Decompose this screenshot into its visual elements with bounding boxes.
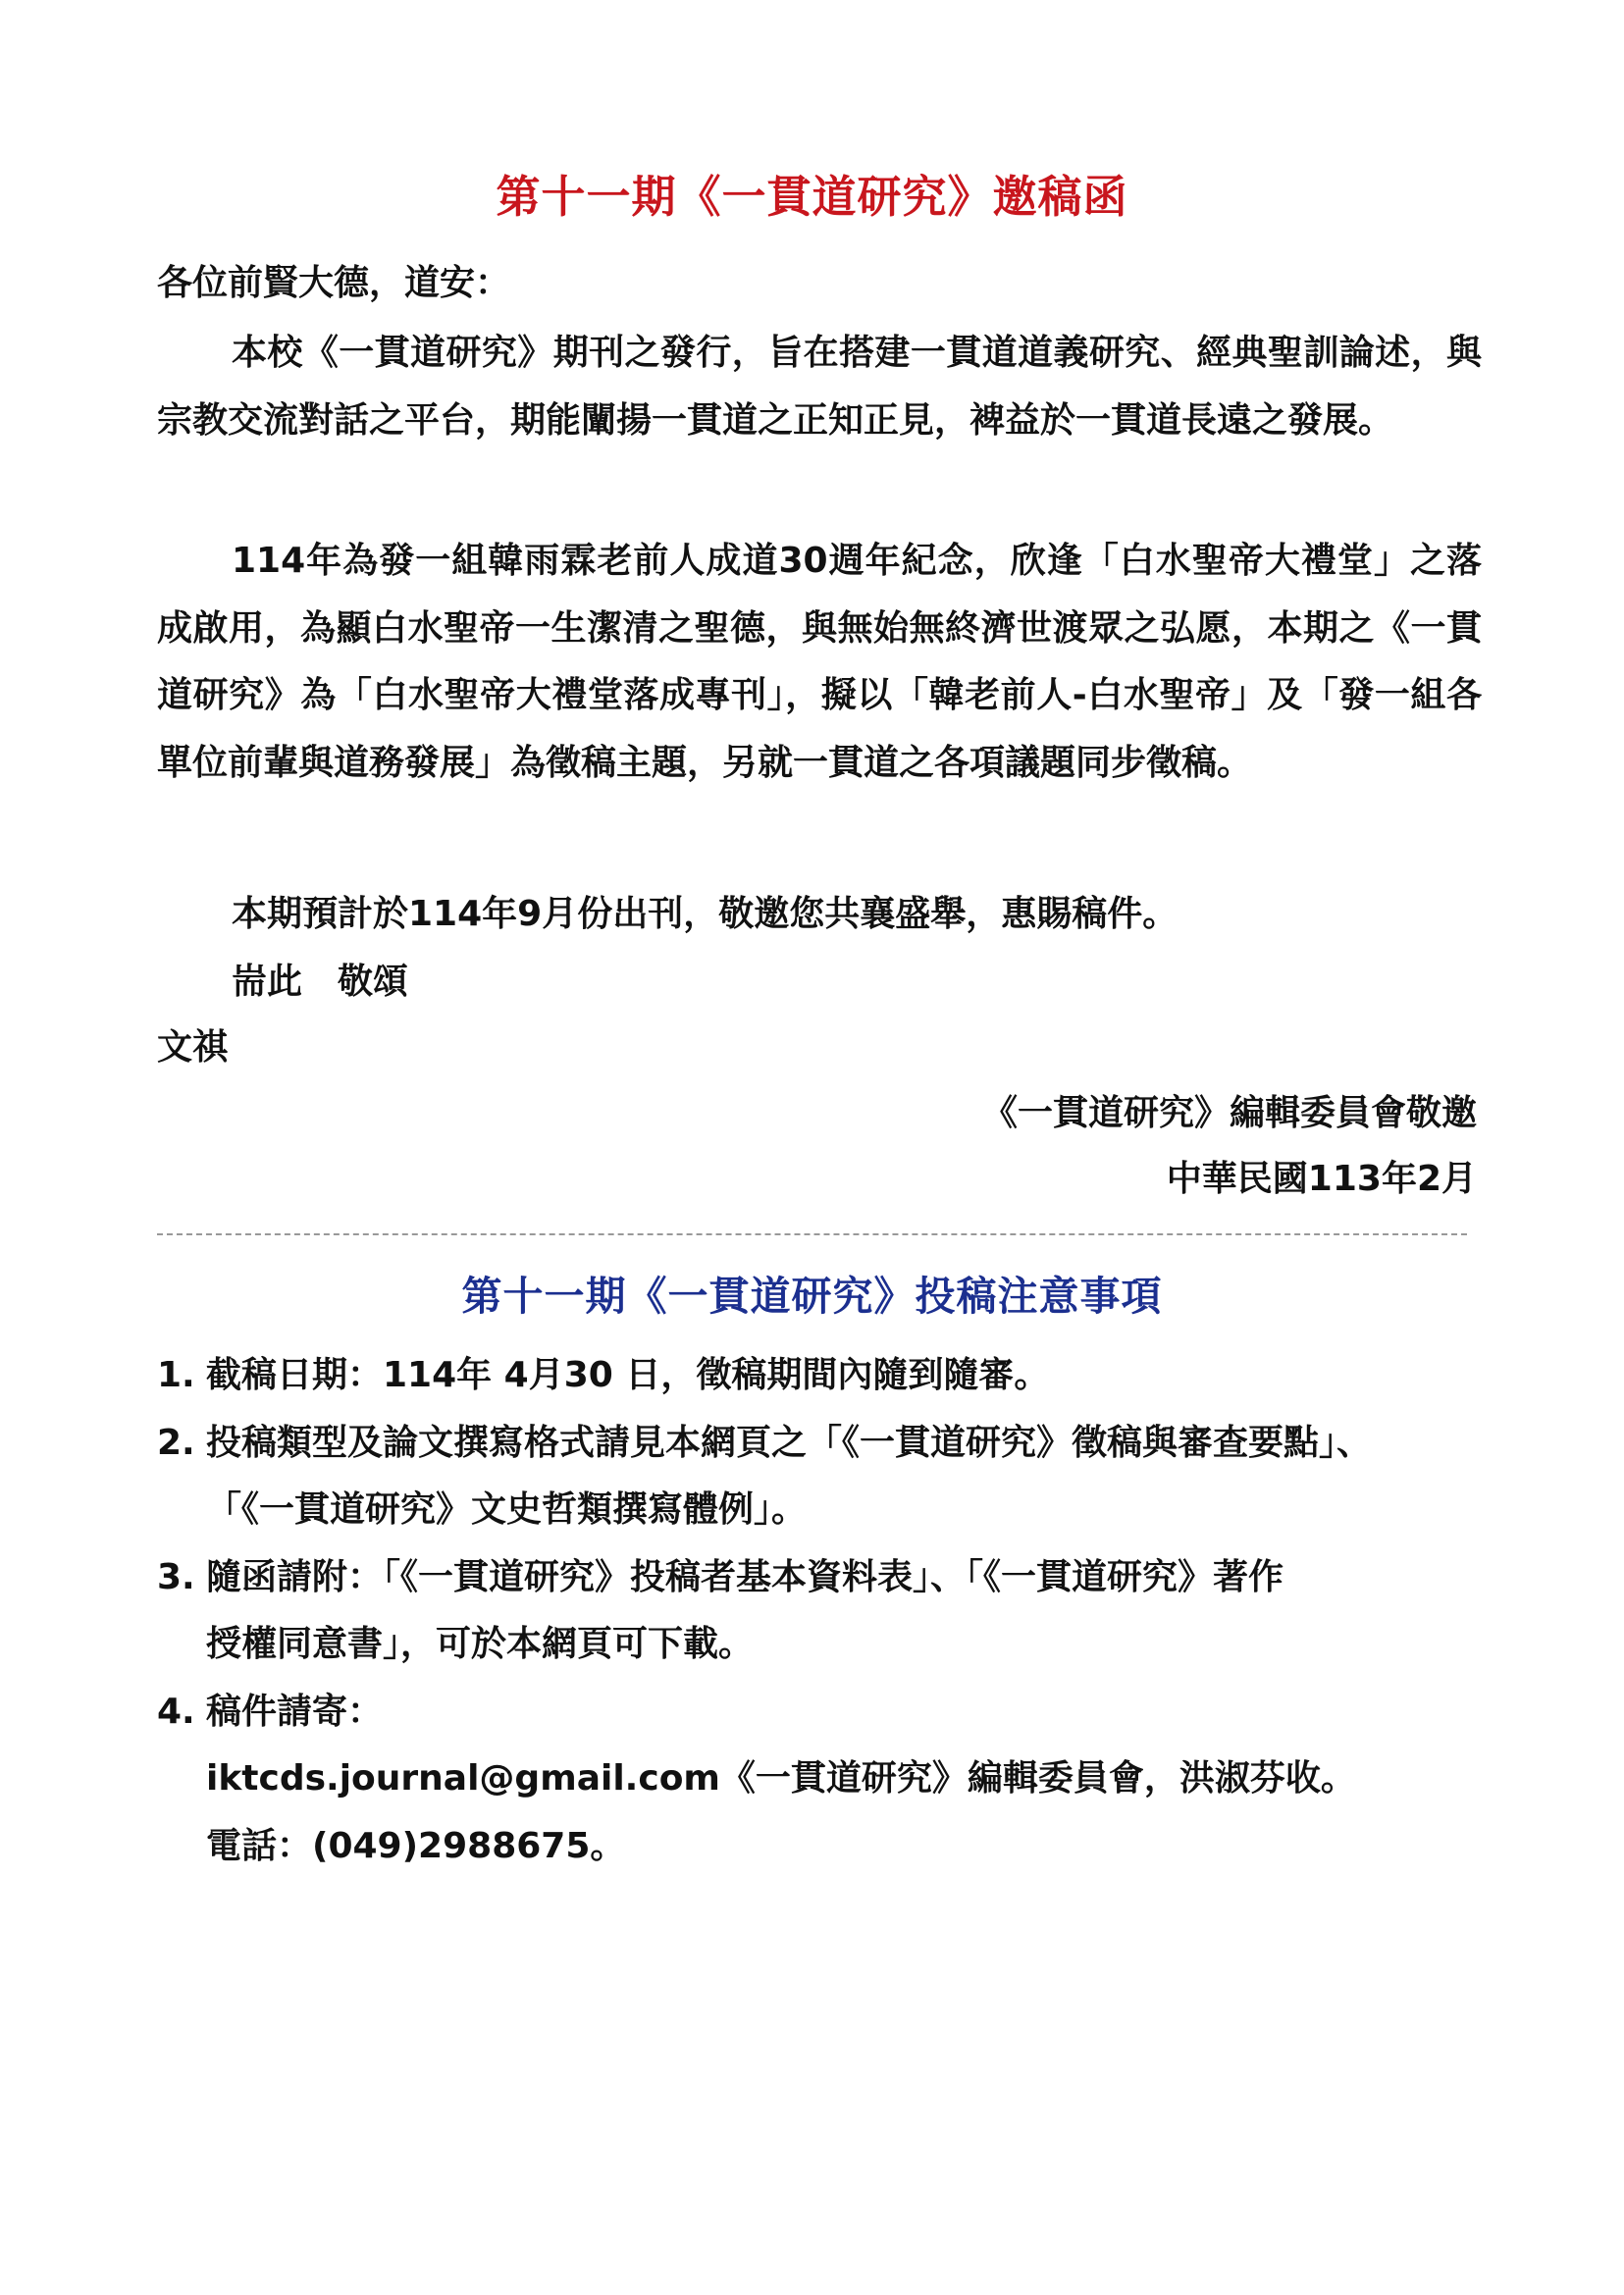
phone-number: 電話：(049)2988675。 [206,1825,626,1866]
email-address: iktcds.journal@gmail.com《一貫道研究》編輯委員會，洪淑芬收。 [206,1758,1356,1799]
note-text: 投稿類型及論文撰寫格式請見本網頁之「《一貫道研究》徵稿與審查要點」、 [206,1422,1373,1463]
signature: 《一貫道研究》編輯委員會敬邀 [981,1093,1477,1133]
note-number: 4. [157,1691,195,1732]
letter-date: 中華民國113年2月 [1166,1159,1477,1199]
paragraph-publication: 本期預計於114年9月份出刊，敬邀您共襄盛舉，惠賜稿件。 [232,894,1179,934]
note-text: 稿件請寄： [206,1691,384,1732]
closing-phrase: 耑此 敬頌 [232,962,409,1002]
note-item [157,1679,1531,1881]
section-divider [157,1233,1467,1235]
paragraph-purpose: 本校《一貫道研究》期刊之發行，旨在搭建一貫道道義研究、經典聖訓論述，與宗教交流對話之平台，期能闡揚一貫道之正知正見，裨益於一貫道長遠之發展。 [157,333,1482,441]
note-item [157,1410,1531,1544]
note-text: 授權同意書」，可於本網頁可下載。 [206,1624,755,1664]
closing-blessing: 文祺 [157,1027,229,1068]
salutation: 各位前賢大德，道安： [157,263,511,303]
note-text: 隨函請附：「《一貫道研究》投稿者基本資料表」、「《一貫道研究》著作 [206,1556,1284,1597]
letter-title: 第十一期《一貫道研究》邀稿函 [496,171,1128,223]
submission-notes-list [157,1342,1531,1880]
note-number: 1. [157,1355,195,1395]
note-text: 截稿日期：114年 4月30 日，徵稿期間內隨到隨審。 [206,1355,1050,1395]
notes-title: 第十一期《一貫道研究》投稿注意事項 [461,1273,1163,1320]
note-number: 3. [157,1556,195,1597]
note-number: 2. [157,1422,195,1463]
note-item [157,1342,1531,1410]
note-text: 「《一貫道研究》文史哲類撰寫體例」。 [206,1489,808,1530]
paragraph-theme: 114年為發一組韓雨霖老前人成道30週年紀念，欣逢「白水聖帝大禮堂」之落成啟用，為顯白水聖帝一生潔清之聖德，與無始無終濟世渡眾之弘愿，本期之《一貫道研究》為「白水聖帝大禮堂落成專刊」，擬以「韓老前人-白水聖帝」及「發一組各單位前輩與道務發展」為徵稿主題，另就一貫道之各項議題同步徵稿。 [157,541,1482,783]
note-item [157,1544,1531,1679]
